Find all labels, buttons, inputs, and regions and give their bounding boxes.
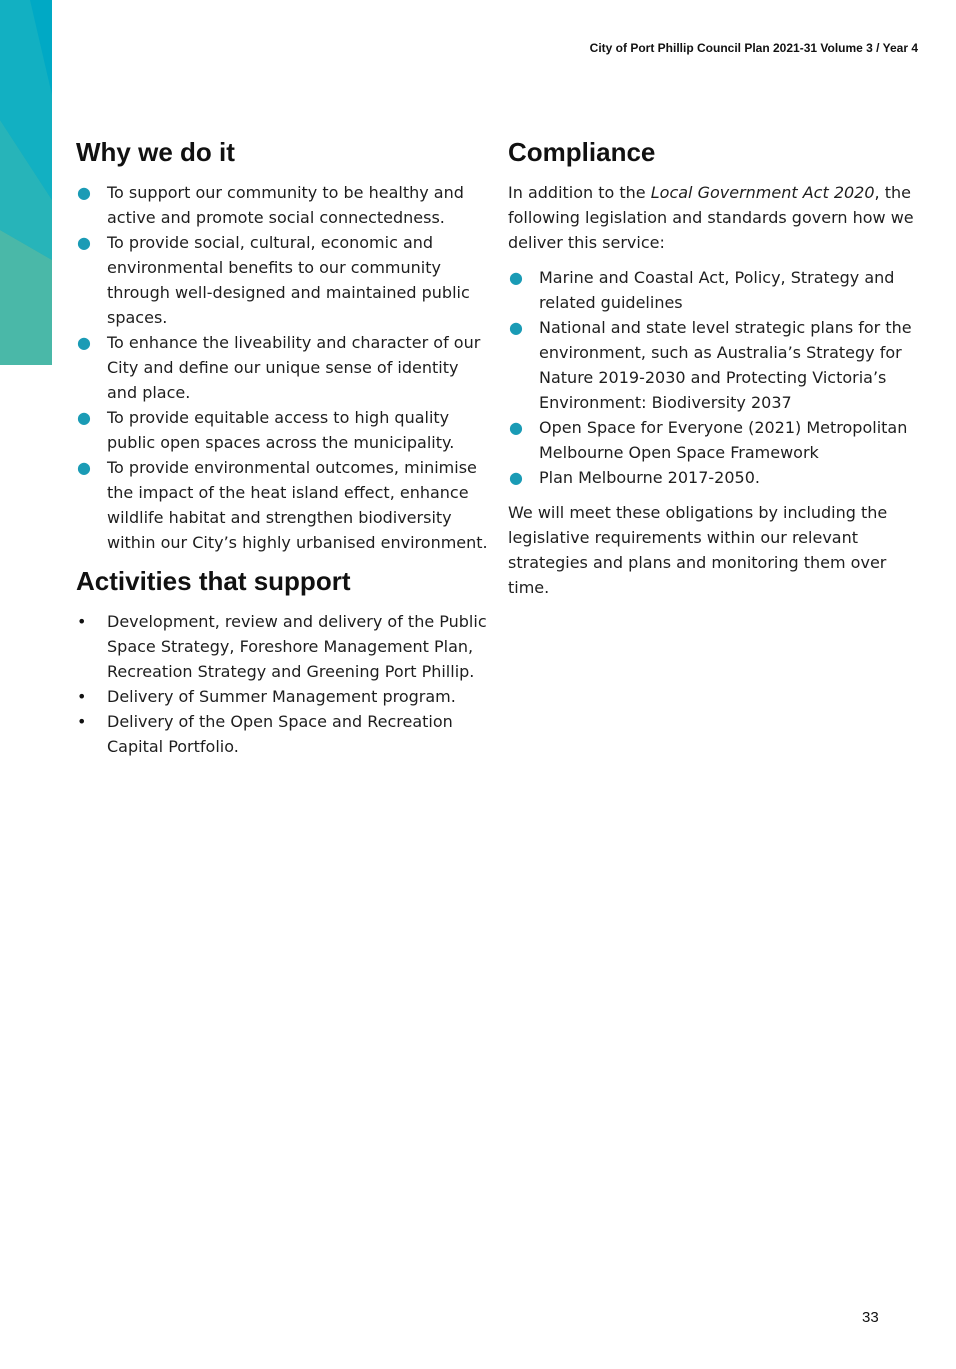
running-header: City of Port Phillip Council Plan 2021-31 Volume 3 / Year 4 xyxy=(589,41,918,55)
why-heading: Why we do it xyxy=(76,137,235,167)
act-title: Local Government Act 2020 xyxy=(650,183,875,202)
decorative-side-band xyxy=(0,0,52,365)
right-column xyxy=(508,136,920,610)
list-item: ● To support our community to be healthy and active and promote social connectedness. xyxy=(76,180,490,230)
list-item: • Delivery of the Open Space and Recreation Capital Portfolio. xyxy=(76,709,490,759)
bullet-icon: ● xyxy=(77,233,91,252)
list-item: ● Plan Melbourne 2017-2050. xyxy=(508,465,920,490)
compliance-closing: We will meet these obligations by including the legislative requirements within our relevant strategies and plans and monitoring them over time. xyxy=(508,503,888,597)
compliance-intro: In addition to the Local Government Act 2020, the following legislation and standards govern how we deliver this service: xyxy=(508,183,914,252)
bullet-icon: ● xyxy=(509,418,523,437)
list-item: • Delivery of Summer Management program. xyxy=(76,684,490,709)
list-item: ● To provide social, cultural, economic and environmental benefits to our community through well-designed and maintained public spaces. xyxy=(76,230,490,330)
list-item: ● National and state level strategic plans for the environment, such as Australia’s Strategy for Nature 2019-2030 and Protecting Victoria’s Environment: Biodiversity 2037 xyxy=(508,315,920,415)
compliance-heading: Compliance xyxy=(508,137,656,167)
list-item: ● To provide equitable access to high quality public open spaces across the municipality. xyxy=(76,405,490,455)
activities-list xyxy=(76,609,490,759)
bullet-icon: ● xyxy=(509,318,523,337)
compliance-list xyxy=(508,265,920,490)
bullet-icon: ● xyxy=(77,408,91,427)
list-item: ● To provide environmental outcomes, minimise the impact of the heat island effect, enhance wildlife habitat and strengthen biodiversity within our City’s highly urbanised environment. xyxy=(76,455,490,555)
list-item: ● Marine and Coastal Act, Policy, Strategy and related guidelines xyxy=(508,265,920,315)
bullet-icon: • xyxy=(77,612,87,631)
list-item: ● Open Space for Everyone (2021) Metropolitan Melbourne Open Space Framework xyxy=(508,415,920,465)
activities-heading: Activities that support xyxy=(76,566,351,596)
list-item: ● To enhance the liveability and character of our City and define our unique sense of identity and place. xyxy=(76,330,490,405)
bullet-icon: ● xyxy=(77,183,91,202)
left-column xyxy=(76,136,490,759)
bullet-icon: ● xyxy=(77,333,91,352)
bullet-icon: • xyxy=(77,712,87,731)
bullet-icon: ● xyxy=(509,468,523,487)
bullet-icon: ● xyxy=(509,268,523,287)
page-number: 33 xyxy=(862,1309,879,1326)
list-item: • Development, review and delivery of the Public Space Strategy, Foreshore Management Plan, Recreation Strategy and Greening Port Phillip. xyxy=(76,609,490,684)
bullet-icon: ● xyxy=(77,458,91,477)
bullet-icon: • xyxy=(77,687,87,706)
why-list xyxy=(76,180,490,555)
